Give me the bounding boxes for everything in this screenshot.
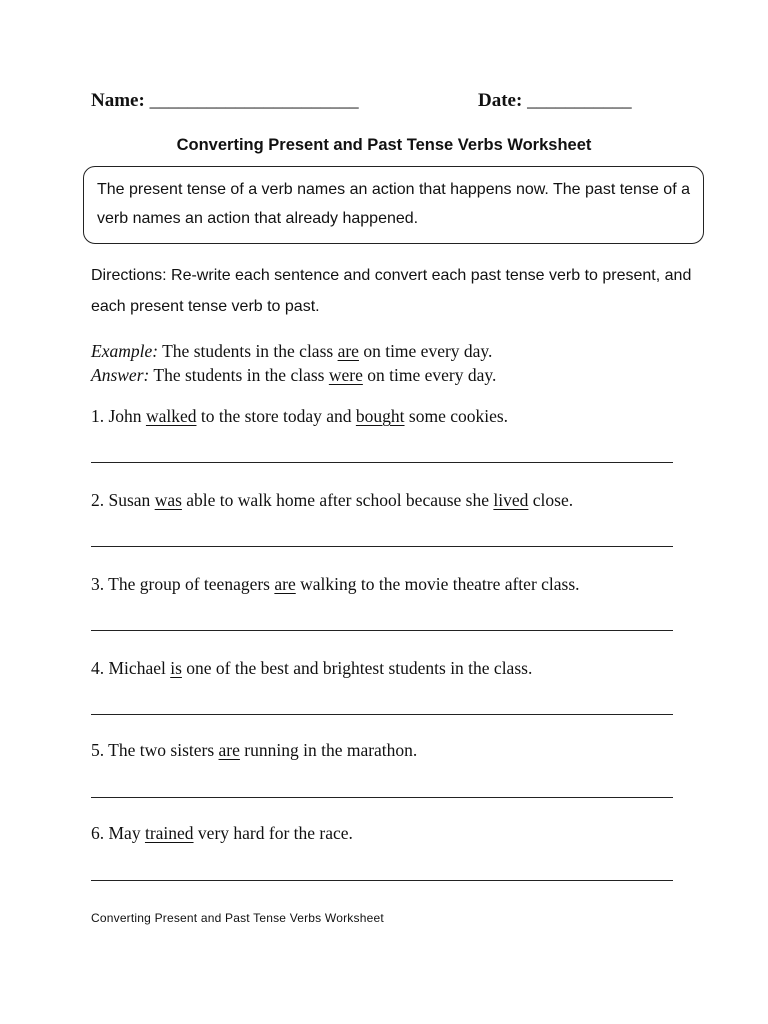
answer-verb: were bbox=[328, 365, 363, 385]
question-text: 5. The two sisters bbox=[91, 740, 219, 760]
answer-label: Answer: bbox=[91, 365, 150, 385]
worksheet-title: Converting Present and Past Tense Verbs Worksheet bbox=[176, 136, 592, 154]
example-label: Example: bbox=[91, 341, 159, 361]
question-text: 3. The group of teenagers bbox=[91, 574, 275, 594]
header-row bbox=[91, 90, 651, 120]
question-text: one of the best and brightest students in the class. bbox=[181, 658, 533, 678]
definition-box: The present tense of a verb names an action that happens now. The past tense of a verb names an action that already happened. bbox=[83, 166, 704, 244]
question-text: 2. Susan bbox=[91, 490, 155, 510]
question-text: 6. May bbox=[91, 823, 145, 843]
answer-writing-line-3[interactable] bbox=[91, 630, 673, 631]
name-field bbox=[91, 90, 359, 112]
question-3 bbox=[91, 572, 691, 596]
name-blank: ______________________ bbox=[149, 90, 359, 111]
question-verb: trained bbox=[144, 823, 194, 843]
question-verb: bought bbox=[355, 406, 405, 426]
question-4 bbox=[91, 656, 691, 680]
question-verb: are bbox=[274, 574, 296, 594]
date-blank: ___________ bbox=[527, 90, 632, 111]
page-footer: Converting Present and Past Tense Verbs Worksheet bbox=[91, 911, 384, 925]
directions-text: Directions: Re-write each sentence and convert each past tense verb to present, and each present tense verb to past. bbox=[91, 267, 692, 315]
question-5 bbox=[91, 738, 691, 762]
question-text: able to walk home after school because she bbox=[181, 490, 494, 510]
example-text-before: The students in the class bbox=[158, 341, 338, 361]
question-text: 4. Michael bbox=[91, 658, 171, 678]
question-verb: walked bbox=[145, 406, 197, 426]
date-label: Date: bbox=[478, 90, 523, 111]
example-line bbox=[91, 339, 711, 363]
question-text: walking to the movie theatre after class. bbox=[295, 574, 580, 594]
example-verb: are bbox=[337, 341, 359, 361]
example-block bbox=[91, 339, 711, 387]
answer-text-before: The students in the class bbox=[149, 365, 329, 385]
question-text: 1. John bbox=[91, 406, 146, 426]
answer-writing-line-4[interactable] bbox=[91, 714, 673, 715]
question-6 bbox=[91, 821, 691, 845]
answer-writing-line-1[interactable] bbox=[91, 462, 673, 463]
question-verb: is bbox=[170, 658, 182, 678]
question-text: running in the marathon. bbox=[239, 740, 418, 760]
answer-writing-line-5[interactable] bbox=[91, 797, 673, 798]
answer-writing-line-2[interactable] bbox=[91, 546, 673, 547]
answer-line bbox=[91, 363, 711, 387]
name-label: Name: bbox=[91, 90, 145, 111]
example-text-after: on time every day. bbox=[358, 341, 493, 361]
answer-text-after: on time every day. bbox=[362, 365, 497, 385]
question-text: to the store today and bbox=[196, 406, 356, 426]
question-text: some cookies. bbox=[404, 406, 509, 426]
question-verb: are bbox=[218, 740, 240, 760]
question-verb: lived bbox=[493, 490, 529, 510]
date-field bbox=[478, 90, 632, 112]
question-text: very hard for the race. bbox=[193, 823, 353, 843]
question-text: close. bbox=[528, 490, 574, 510]
question-1 bbox=[91, 404, 691, 428]
question-2 bbox=[91, 488, 691, 512]
answer-writing-line-6[interactable] bbox=[91, 880, 673, 881]
question-verb: was bbox=[154, 490, 182, 510]
